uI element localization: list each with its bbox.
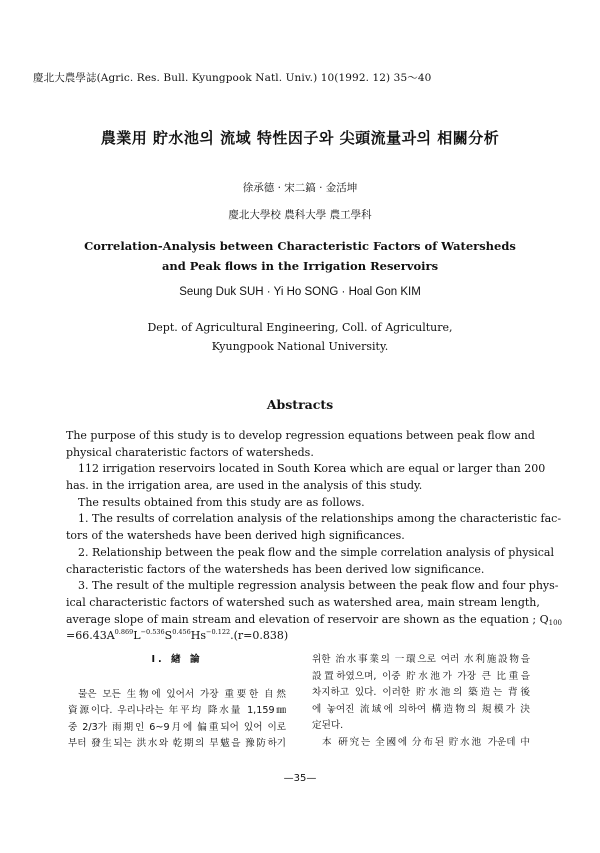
authors-english: Seung Duk SUH · Yi Ho SONG · Hoal Gon KIM — [179, 286, 421, 298]
q-subscript: 100 — [548, 618, 563, 627]
abstract-line — [66, 612, 563, 629]
abstract-line: ical characteristic factors of watershed such as watershed area, main stream length, — [66, 595, 540, 609]
body-column-right — [312, 652, 530, 752]
affiliation-english-line: Kyungpook National University. — [211, 340, 389, 353]
section-heading-introduction: I. 緖 論 — [151, 654, 203, 665]
abstract-line-text: average slope of main stream and elevation of reservoir are shown as the equation ; Q — [66, 612, 549, 626]
body-line: 本 硏究는 全國에 分布된 貯水池 가운데 中 — [322, 736, 530, 748]
abstract-line: The purpose of this study is to develop regression equations between peak flow and — [66, 429, 535, 442]
affiliation-english — [0, 318, 600, 356]
title-korean: 農業用 貯水池의 流域 特性因子와 尖頭流量과의 相關分析 — [100, 129, 500, 147]
abstract-line: The results obtained from this study are as follows. — [78, 495, 365, 509]
body-line: 중 2/3가 雨期인 6~9月에 偏重되어 있어 이로 — [68, 721, 286, 733]
body-line: 물은 모든 生物에 있어서 가장 重要한 自然 — [78, 688, 286, 700]
abstract-line: 3. The result of the multiple regression analysis between the peak flow and four phys- — [78, 579, 559, 593]
l-exponent: −0.536 — [140, 628, 165, 637]
equation-suffix: .(r=0.838) — [230, 629, 289, 643]
equation-prefix: =66.43A — [66, 629, 115, 643]
s-term: S — [164, 629, 173, 643]
title-english — [0, 236, 600, 276]
l-term: L — [133, 629, 141, 643]
body-line: 定된다. — [312, 720, 344, 732]
body-line: 부터 發生되는 洪水와 乾期의 旱魃을 豫防하기 — [68, 738, 286, 750]
authors-korean: 徐承德 · 宋二鎬 · 金活坤 — [242, 182, 358, 194]
abstract-line: tors of the watersheds have been derived high significances. — [66, 529, 405, 543]
hs-exponent: −0.122 — [206, 628, 231, 637]
body-line: 위한 治水事業의 一環으로 여러 水利施設物을 — [312, 654, 530, 665]
title-english-line: and Peak flows in the Irrigation Reservoirs — [161, 259, 439, 273]
abstract-line: physical charateristic factors of watersheds. — [66, 445, 314, 459]
abstract-line: has. in the irrigation area, are used in the analysis of this study. — [66, 479, 423, 493]
body-line: 에 놓여진 流域에 의하여 構造物의 規模가 決 — [312, 703, 530, 715]
body-line: 資源이다. 우리나라는 年平均 降水量 1,159㎜ — [68, 705, 286, 717]
abstracts-heading: Abstracts — [266, 397, 334, 412]
title-english-line: Correlation-Analysis between Characteristic Factors of Watersheds — [84, 239, 516, 253]
regression-equation — [66, 628, 534, 645]
abstract-line: characteristic factors of the watersheds has been derived low significance. — [66, 562, 485, 576]
body-line: 設置하였으며, 이중 貯水池가 가장 큰 比重을 — [312, 670, 530, 682]
a-exponent: 0.869 — [114, 628, 134, 637]
abstract-line: 2. Relationship between the peak flow and the simple correlation analysis of physical — [78, 545, 554, 559]
abstract-line: 112 irrigation reservoirs located in South Korea which are equal or larger than 200 — [78, 462, 546, 476]
affiliation-korean: 慶北大學校 農科大學 農工學科 — [228, 209, 372, 221]
abstract-line: 1. The results of correlation analysis of the relationships among the characteristic fac- — [78, 512, 562, 526]
body-column-left — [68, 652, 286, 753]
affiliation-english-line: Dept. of Agricultural Engineering, Coll. of Agriculture, — [147, 321, 453, 334]
journal-citation: 慶北大農學誌(Agric. Res. Bull. Kyungpook Natl. Univ.) 10(1992. 12) 35～40 — [33, 72, 432, 84]
s-exponent: 0.456 — [172, 628, 191, 637]
abstract-body — [66, 428, 563, 645]
body-line: 차지하고 있다. 이러한 貯水池의 築造는 背後 — [312, 687, 530, 699]
hs-term: Hs — [190, 629, 207, 643]
page-number: —35— — [283, 773, 317, 784]
